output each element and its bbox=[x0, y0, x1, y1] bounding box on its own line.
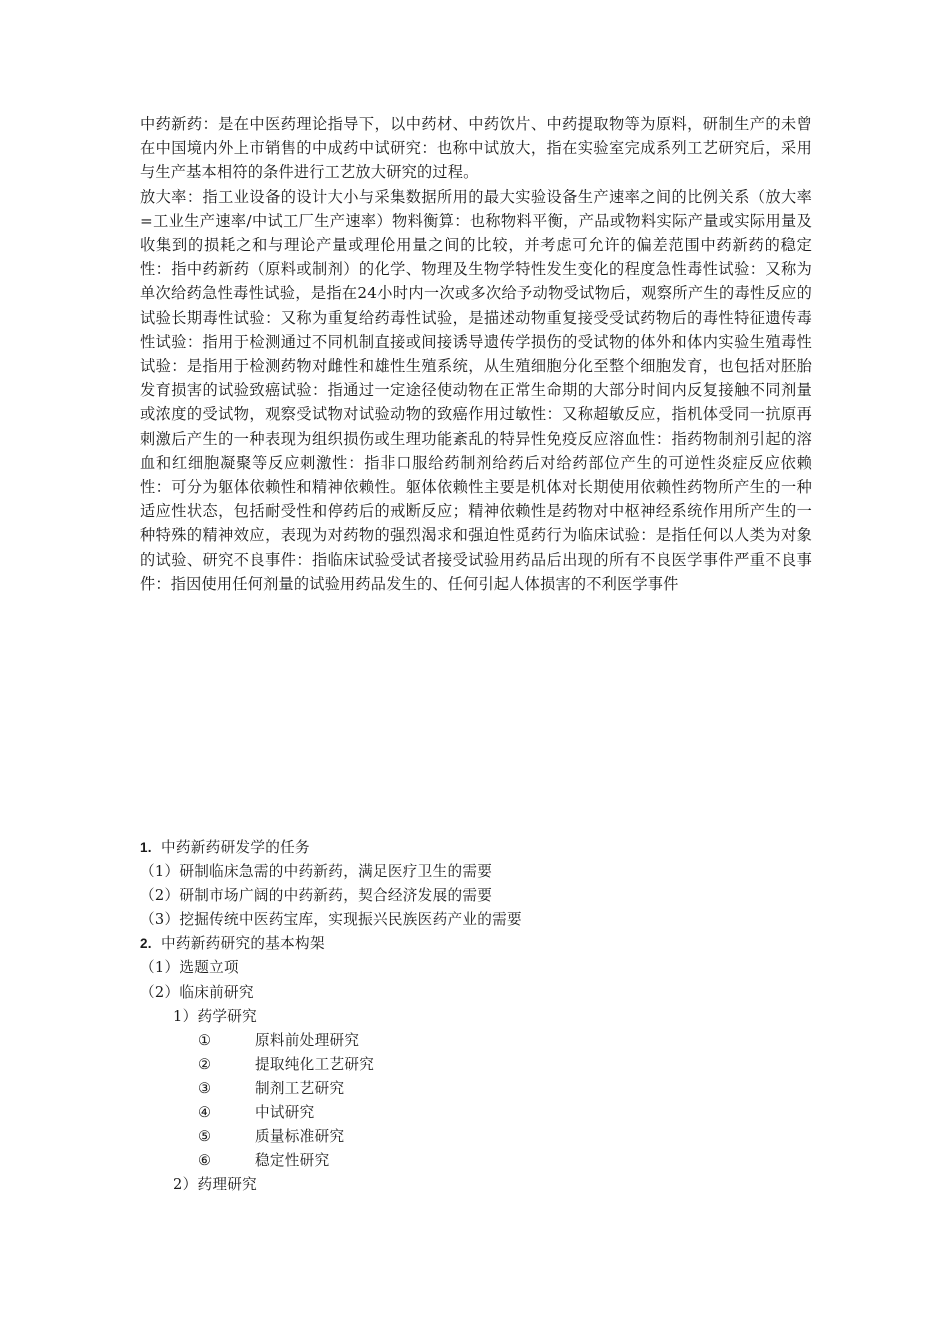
section-number: 1. bbox=[140, 840, 152, 855]
sub-list-item: 1）药学研究 bbox=[173, 1007, 258, 1025]
step-item bbox=[140, 1149, 812, 1173]
step-marker: ⑥ bbox=[198, 1152, 212, 1170]
step-item bbox=[140, 1077, 812, 1101]
list-item: （1）研制临床急需的中药新药，满足医疗卫生的需要 bbox=[140, 863, 493, 881]
paragraph-new-drug-definition: 中药新药：是在中医药理论指导下，以中药材、中药饮片、中药提取物等为原料，研制生产的未曾在中国境内外上市销售的中成药中试研究：也称中试放大，指在实验室完成系列工艺研究后，采用与生产基本相符的条件进行工艺放大研究的过程。 bbox=[140, 115, 812, 182]
list-item: （2）研制市场广阔的中药新药，契合经济发展的需要 bbox=[140, 887, 493, 905]
section-number: 2. bbox=[140, 936, 152, 952]
step-marker: ⑤ bbox=[198, 1128, 212, 1146]
outline-list bbox=[140, 836, 812, 1197]
step-text: 制剂工艺研究 bbox=[255, 1079, 345, 1097]
step-marker: ④ bbox=[198, 1104, 212, 1122]
step-item bbox=[140, 1053, 812, 1077]
section-title: 中药新药研发学的任务 bbox=[161, 839, 310, 856]
sub-list-item: 2）药理研究 bbox=[173, 1176, 258, 1194]
paragraph-terms-definitions: 放大率：指工业设备的设计大小与采集数据所用的最大实验设备生产速率之间的比例关系（放大率=工业生产速率/中试工厂生产速率）物料衡算：也称物料平衡，产品或物料实际产量或实际用量及收集到的损耗之和与理论产量或理伦用量之间的比较，并考虑可允许的偏差范围中药新药的稳定性：指中药新药（原料或制剂）的化学、物理及生物学特性发生变化的程度急性毒性试验：又称为单次给药急性毒性试验，是指在24小时内一次或多次给予动物受试物后，观察所产生的毒性反应的试验长期毒性试验：又称为重复给药毒性试验，是描述动物重复接受受试药物后的毒性特征遗传毒性试验：指用于检测通过不同机制直接或间接诱导遗传学损伤的受试物的体外和体内实验生殖毒性试验：是指用于检测药物对雌性和雄性生殖系统，从生殖细胞分化至整个细胞发育，也包括对胚胎发育损害的试验致癌试验：指通过一定途径使动物在正常生命期的大部分时间内反复接触不同剂量或浓度的受试物，观察受试物对试验动物的致癌作用过敏性：又称超敏反应，指机体受同一抗原再刺激后产生的一种表现为组织损伤或生理功能紊乱的特异性免疫反应溶血性：指药物制剂引起的溶血和红细胞凝聚等反应刺激性：指非口服给药制剂给药后对给药部位产生的可逆性炎症反应依赖性：可分为躯体依赖性和精神依赖性。躯体依赖性主要是机体对长期使用依赖性药物所产生的一种适应性状态，包括耐受性和停药后的戒断反应；精神依赖性是药物对中枢神经系统作用所产生的一种特殊的精神效应，表现为对药物的强烈渴求和强迫性觅药行为临床试验：是指任何以人类为对象的试验、研究不良事件：指临床试验受试者接受试验用药品后出现的所有不良医学事件严重不良事件：指因使用任何剂量的试验用药品发生的、任何引起人体损害的不利医学事件 bbox=[140, 187, 812, 593]
step-text: 提取纯化工艺研究 bbox=[255, 1055, 375, 1073]
step-item bbox=[140, 1125, 812, 1149]
step-marker: ① bbox=[198, 1031, 212, 1049]
step-marker: ② bbox=[198, 1055, 212, 1073]
step-text: 原料前处理研究 bbox=[255, 1031, 360, 1049]
list-item: （3）挖掘传统中医药宝库，实现振兴民族医药产业的需要 bbox=[140, 911, 522, 929]
section-heading-2 bbox=[140, 932, 812, 956]
section-heading-1 bbox=[140, 836, 812, 860]
definitions-body bbox=[140, 112, 812, 596]
step-text: 稳定性研究 bbox=[255, 1152, 330, 1170]
step-item bbox=[140, 1101, 812, 1125]
list-item: （2）临床前研究 bbox=[140, 983, 254, 1001]
list-item: （1）选题立项 bbox=[140, 959, 239, 977]
step-marker: ③ bbox=[198, 1079, 212, 1097]
section-title: 中药新药研究的基本构架 bbox=[161, 935, 325, 953]
step-text: 中试研究 bbox=[255, 1104, 315, 1122]
step-text: 质量标准研究 bbox=[255, 1128, 345, 1146]
step-item bbox=[140, 1029, 812, 1053]
